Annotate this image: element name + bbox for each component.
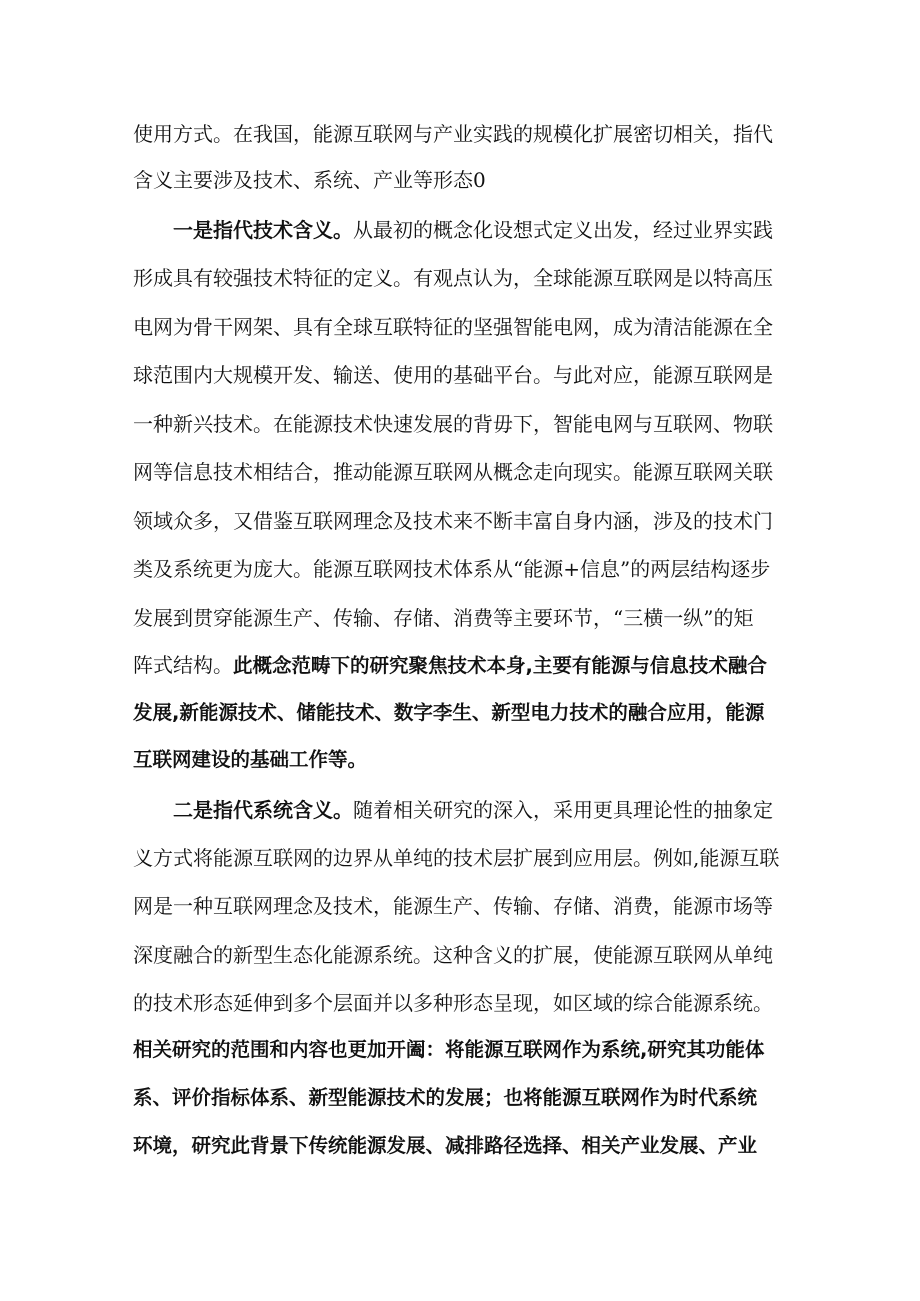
text-line: 类及系统更为庞大。能源互联网技术体系从“能源+信息”的两层结构逐步 bbox=[133, 557, 771, 581]
mixed-text-line bbox=[133, 645, 793, 685]
bold-text-line: 互联网建设的基础工作等。 bbox=[133, 748, 368, 771]
paragraph-technology-first-line bbox=[173, 210, 793, 250]
bold-text-line: 相关研究的范围和内容也更加开阖：将能源互联网作为系统,研究其功能体 bbox=[133, 1038, 765, 1061]
bold-text-span: 此概念范畴下的研究聚焦技术本身,主要有能源与信息技术融合 bbox=[233, 654, 767, 677]
text-span: 阵式结构。 bbox=[133, 653, 233, 677]
text-line: 领域众多，又借鉴互联网理念及技术来不断丰富自身内涵，涉及的技术门 bbox=[133, 509, 773, 533]
text-line: 一种新兴技术。在能源技术快速发展的背毋下，智能电网与互联网、物联 bbox=[133, 412, 773, 436]
section-heading-system: 二是指代系统含义。 bbox=[173, 798, 353, 822]
text-line: 形成具有较强技术特征的定义。有观点认为，全球能源互联网是以特高压 bbox=[133, 266, 773, 290]
text-span: 随着相关研究的深入，采用更具理论性的抽象定 bbox=[353, 798, 773, 822]
section-heading-technology: 一是指代技术含义。 bbox=[173, 218, 353, 242]
bold-text-line: 环境，研究此背景下传统能源发展、减排路径选择、相关产业发展、产业 bbox=[133, 1134, 758, 1157]
text-line: 深度融合的新型生态化能源系统。这种含义的扩展，使能源互联网从单纯 bbox=[133, 943, 773, 967]
paragraph-system-first-line bbox=[173, 790, 793, 830]
text-line: 球范围内大规模开发、输送、使用的基础平台。与此对应，能源互联网是 bbox=[133, 363, 773, 387]
bold-text-line: 发展,新能源技术、储能技术、数字李生、新型电力技术的融合应用，能源 bbox=[133, 701, 765, 724]
bold-text-line: 系、评价指标体系、新型能源技术的发展；也将能源互联网作为时代系统 bbox=[133, 1086, 758, 1109]
text-line: 含义主要涉及技术、系统、产业等形态0 bbox=[133, 168, 486, 192]
text-line: 的技术形态延伸到多个层面并以多种形态呈现，如区域的综合能源系统。 bbox=[133, 991, 773, 1015]
text-line: 网是一种互联网理念及技术，能源生产、传输、存储、消费，能源市场等 bbox=[133, 894, 773, 918]
text-line: 网等信息技术相结合，推动能源互联网从概念走向现实。能源互联网关联 bbox=[133, 460, 773, 484]
text-line: 使用方式。在我国，能源互联网与产业实践的规模化扩展密切相关，指代 bbox=[133, 122, 773, 146]
text-span: 从最初的概念化设想式定义出发，经过业界实践 bbox=[353, 218, 773, 242]
text-line: 发展到贯穿能源生产、传输、存储、消费等主要环节，“三横一纵”的矩 bbox=[133, 606, 754, 630]
text-line: 电网为骨干网架、具有全球互联特征的坚强智能电网，成为清洁能源在全 bbox=[133, 315, 773, 339]
text-line: 义方式将能源互联网的边界从单纯的技术层扩展到应用层。例如,能源互联 bbox=[133, 846, 780, 870]
